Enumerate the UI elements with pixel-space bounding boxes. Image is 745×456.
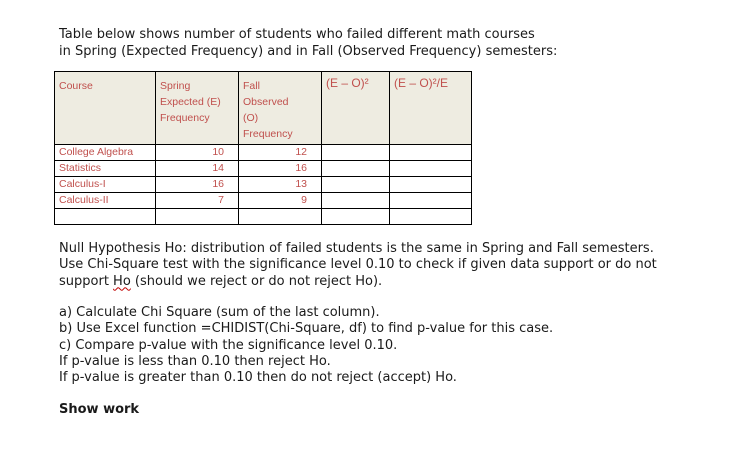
cell-e-minus-o-squared[interactable] (322, 161, 390, 177)
hypothesis-line-3-pre: support (59, 273, 114, 289)
table-row (55, 193, 472, 209)
header-fall-line-3: (O) (243, 112, 259, 124)
table-row (55, 177, 472, 193)
intro-text (59, 26, 557, 60)
cell-course: Statistics (55, 161, 156, 177)
hypothesis-line-2: Use Chi-Square test with the significance level 0.10 to check if given data support or do not (59, 257, 657, 273)
cell-course: Calculus-I (55, 177, 156, 193)
table-row-total (55, 209, 472, 225)
spellcheck-word-ho: Ho (113, 273, 131, 289)
cell-spring: 14 (156, 161, 239, 177)
intro-line-1: Table below shows number of students who failed different math courses (59, 27, 535, 42)
intro-line-2: in Spring (Expected Frequency) and in Fall (Observed Frequency) semesters: (59, 44, 558, 59)
cell-course: Calculus-II (55, 193, 156, 209)
cell-total-spring (156, 209, 239, 225)
cell-spring: 7 (156, 193, 239, 209)
header-fall-line-4: Frequency (243, 128, 293, 140)
show-work-label: Show work (59, 402, 140, 417)
cell-spring: 16 (156, 177, 239, 193)
hypothesis-line-3-post: (should we reject or do not reject Ho). (130, 273, 383, 289)
header-course: Course (55, 72, 156, 145)
table-row (55, 145, 472, 161)
header-fall-line-2: Observed (243, 96, 289, 108)
header-chi-component: (E – O)²/E (390, 72, 472, 145)
cell-chi-component[interactable] (390, 177, 472, 193)
header-spring (156, 72, 239, 145)
table-header-row (55, 72, 472, 145)
rule-do-not-reject: If p-value is greater than 0.10 then do not reject (accept) Ho. (59, 370, 457, 386)
header-fall-line-1: Fall (243, 80, 260, 92)
cell-course: College Algebra (55, 145, 156, 161)
cell-chi-component[interactable] (390, 145, 472, 161)
cell-fall: 16 (239, 161, 322, 177)
table-row (55, 161, 472, 177)
step-a: a) Calculate Chi Square (sum of the last column). (59, 305, 380, 320)
step-c: c) Compare p-value with the significance level 0.10. (59, 337, 398, 353)
rule-reject: If p-value is less than 0.10 then reject Ho. (59, 353, 331, 369)
cell-fall: 13 (239, 177, 322, 193)
hypothesis-line-1: Null Hypothesis Ho: distribution of failed students is the same in Spring and Fall semesters. (59, 241, 654, 256)
cell-e-minus-o-squared[interactable] (322, 177, 390, 193)
cell-total-course (55, 209, 156, 225)
cell-spring: 10 (156, 145, 239, 161)
hypothesis-text (59, 241, 657, 290)
header-fall (239, 72, 322, 145)
cell-chi-component[interactable] (390, 193, 472, 209)
cell-total-fall (239, 209, 322, 225)
frequency-table (54, 71, 472, 225)
hypothesis-line-3 (59, 274, 657, 290)
cell-e-minus-o-squared[interactable] (322, 145, 390, 161)
header-spring-line-1: Spring (160, 80, 191, 92)
step-b: b) Use Excel function =CHIDIST(Chi-Square, df) to find p-value for this case. (59, 321, 554, 337)
instructions-text (59, 305, 553, 386)
cell-e-minus-o-squared[interactable] (322, 193, 390, 209)
header-e-minus-o-squared: (E – O)² (322, 72, 390, 145)
header-spring-line-2: Expected (E) (160, 96, 221, 108)
cell-fall: 12 (239, 145, 322, 161)
header-spring-line-3: Frequency (160, 112, 210, 124)
cell-chi-component[interactable] (390, 161, 472, 177)
cell-total-chi-square[interactable] (390, 209, 472, 225)
cell-fall: 9 (239, 193, 322, 209)
cell-total-e-minus-o-squared[interactable] (322, 209, 390, 225)
